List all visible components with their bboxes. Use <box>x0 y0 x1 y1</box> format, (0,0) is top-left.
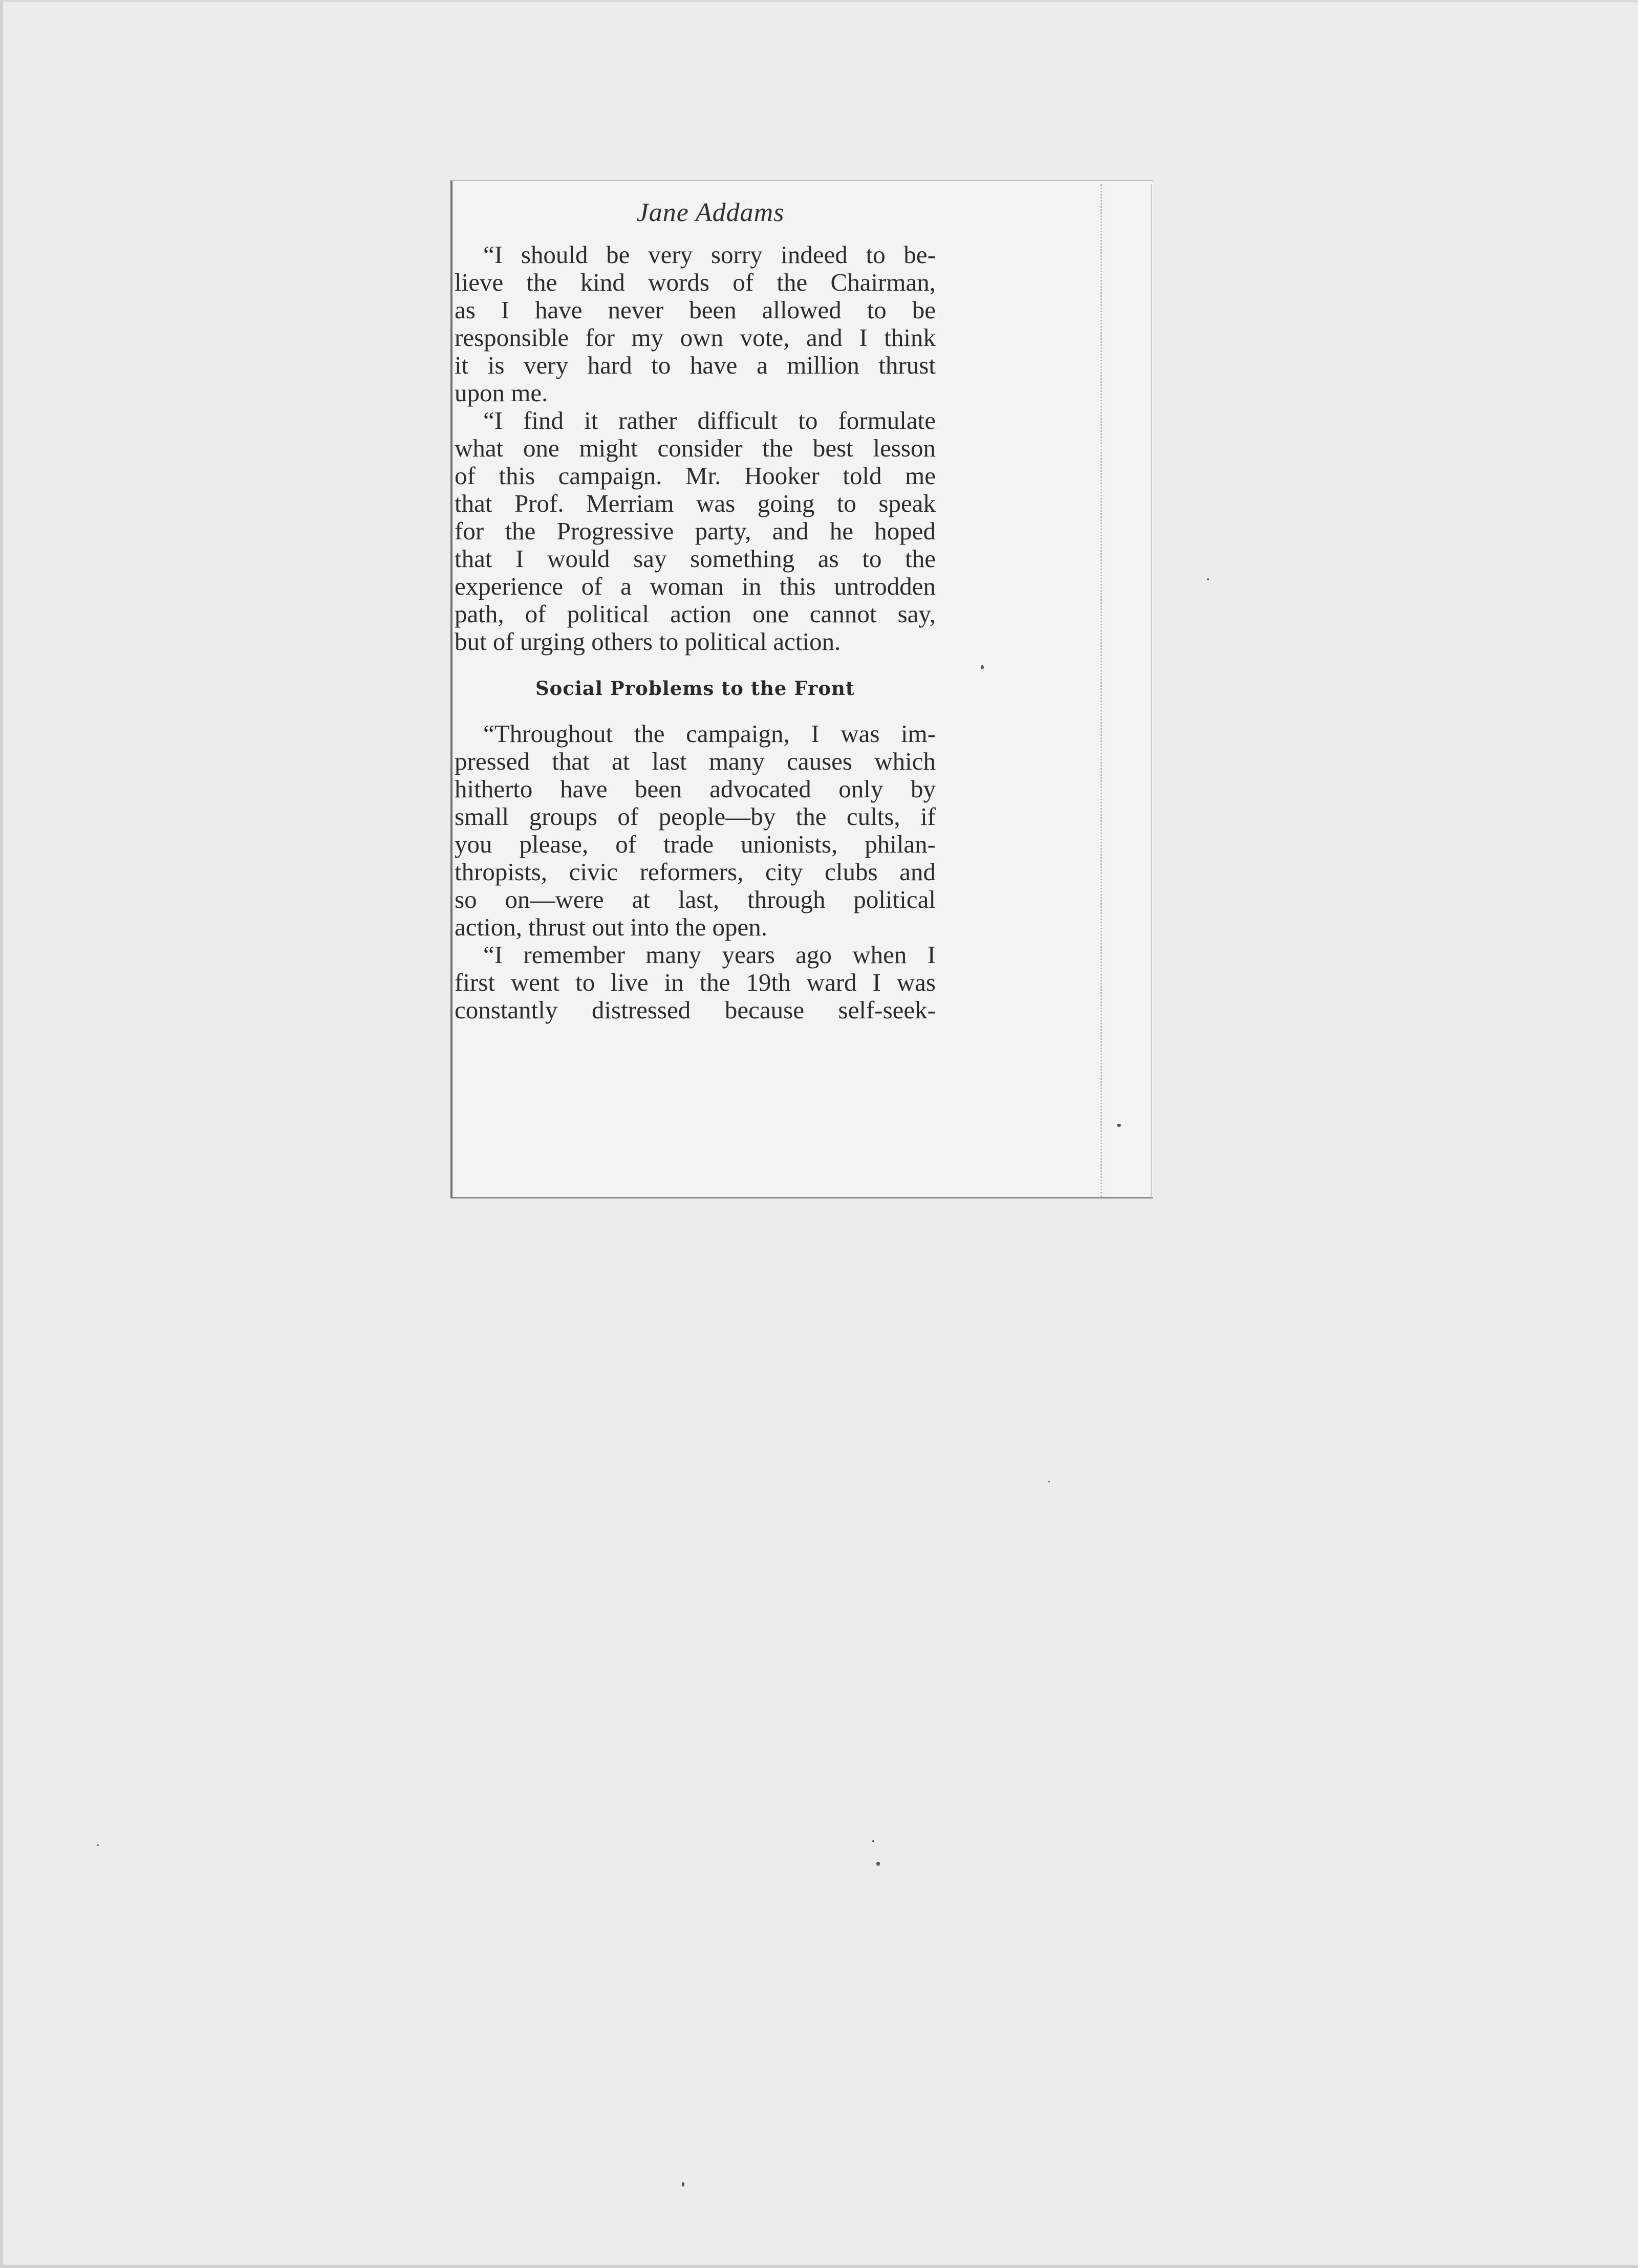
text-line: lieve the kind words of the Chairman, <box>455 268 936 296</box>
text-line: first went to live in the 19th ward I was <box>455 968 936 996</box>
dust-speck <box>872 1840 874 1842</box>
text-line: that I would say something as to the <box>455 544 936 573</box>
text-line: experience of a woman in this untrodden <box>455 572 936 600</box>
text-line: as I have never been allowed to be <box>455 296 936 324</box>
dust-speck <box>876 1862 880 1866</box>
text-line: small groups of people—by the cults, if <box>455 802 936 831</box>
text-line: of this campaign. Mr. Hooker told me <box>455 462 936 490</box>
text-line: path, of political action one cannot say, <box>455 600 936 628</box>
paragraph-1 <box>455 241 936 407</box>
paragraph-4 <box>455 941 936 1024</box>
article-headline: Jane Addams <box>636 198 785 227</box>
text-line: thropists, civic reformers, city clubs and <box>455 858 936 886</box>
text-line: but of urging others to political action. <box>455 627 841 656</box>
text-line: constantly distressed because self-seek- <box>455 996 936 1024</box>
text-line: for the Progressive party, and he hoped <box>455 517 936 545</box>
dust-speck <box>1207 578 1209 580</box>
text-line: action, thrust out into the open. <box>455 913 768 941</box>
dust-speck <box>981 665 984 669</box>
text-line: it is very hard to have a million thrust <box>455 351 936 379</box>
section-subheading: Social Problems to the Front <box>535 677 855 700</box>
dust-speck <box>1048 1481 1050 1482</box>
text-line: “Throughout the campaign, I was im- <box>483 719 936 748</box>
text-line: you please, of trade unionists, philan- <box>455 830 936 858</box>
text-line: “I remember many years ago when I <box>483 941 936 969</box>
dust-speck <box>1117 1124 1121 1127</box>
dust-speck <box>97 1844 99 1846</box>
clipping-fold-edge <box>1101 184 1152 1197</box>
text-line: responsible for my own vote, and I think <box>455 323 936 352</box>
text-line: “I should be very sorry indeed to be- <box>483 241 936 269</box>
text-line: “I find it rather difficult to formulate <box>483 406 936 434</box>
text-line: hitherto have been advocated only by <box>455 775 936 803</box>
text-line: upon me. <box>455 379 548 407</box>
text-line: that Prof. Merriam was going to speak <box>455 489 936 517</box>
text-line: pressed that at last many causes which <box>455 747 936 775</box>
paragraph-3 <box>455 720 936 941</box>
paragraph-2 <box>455 407 936 656</box>
text-line: so on—were at last, through political <box>455 885 936 913</box>
dust-speck <box>682 2182 684 2187</box>
text-line: what one might consider the best lesson <box>455 434 936 462</box>
article-column <box>455 198 936 1024</box>
